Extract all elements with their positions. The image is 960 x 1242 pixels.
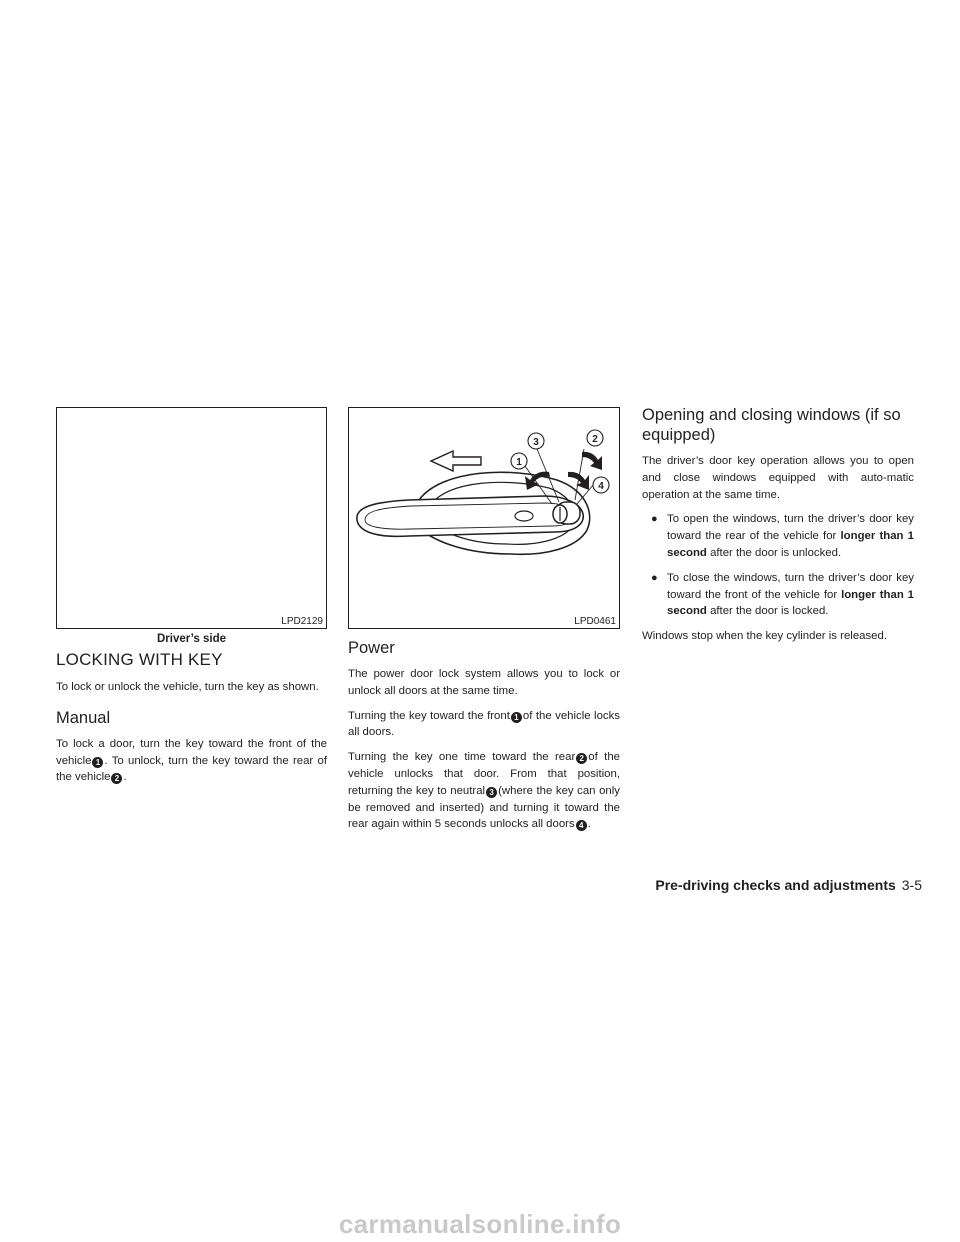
svg-text:3: 3 (533, 437, 539, 448)
callout-number: 3 (486, 787, 497, 798)
callout-4 (593, 477, 609, 493)
svg-text:4: 4 (598, 481, 604, 492)
callout-number: 1 (92, 757, 103, 768)
column-locking (56, 650, 327, 786)
paragraph: The power door lock system allows you to lock or unlock all doors at the same time. (348, 668, 620, 697)
watermark: carmanualsonline.info (338, 1209, 622, 1239)
callout-2 (587, 430, 603, 446)
paragraph: Turning the key toward the front 1 of the vehicle locks all doors. (348, 709, 620, 739)
bullet-icon: ● (651, 571, 658, 584)
subheading-windows: Opening and closing windows (if so equipped) (642, 406, 901, 444)
svg-text:1: 1 (516, 457, 522, 468)
paragraph: To lock a door, turn the key toward the front of the vehicle 1 . To unlock, turn the key toward the rear of the vehicle 2 . (56, 737, 327, 784)
callout-number: 2 (111, 773, 122, 784)
figure-caption: Driver’s side (156, 633, 227, 645)
handle-grip (357, 496, 583, 536)
paragraph: Windows stop when the key cylinder is released. (642, 630, 888, 643)
callout-number: 4 (576, 820, 587, 831)
paragraph: To lock or unlock the vehicle, turn the key as shown. (56, 681, 319, 693)
callout-number: 1 (511, 712, 522, 723)
subheading-manual: Manual (56, 708, 111, 727)
page-footer (655, 877, 922, 893)
footer-section-title: Pre-driving checks and adjustments (655, 877, 896, 893)
door-handle-illustration (349, 408, 619, 628)
paragraph: Turning the key one time toward the rear 2 of the vehicle unlocks that door. From that position, returning the key to neutral 3 (where the key can only be removed and inserted) and turning it toward the rear again within 5 seconds unlocks all doors 4 . (348, 751, 621, 831)
front-direction-arrow (431, 451, 481, 471)
svg-text:2: 2 (592, 434, 598, 445)
page-number: 3-5 (901, 877, 922, 893)
figure-door-handle (348, 407, 620, 629)
list-item: ● To close the windows, turn the driver’s door key toward the front of the vehicle for longer than 1 second after the door is locked. (651, 571, 915, 618)
list-item: ● To open the windows, turn the driver’s door key toward the rear of the vehicle for longer than 1 second after the door is unlocked. (651, 513, 915, 559)
section-heading: LOCKING WITH KEY (56, 650, 223, 669)
paragraph: The driver’s door key operation allows you to open and close windows equipped with auto-matic operation at the same time. (642, 455, 914, 501)
unlock-all-arrow (582, 452, 602, 470)
bullet-list (642, 511, 914, 620)
bullet-icon: ● (651, 513, 658, 526)
handle-slot (515, 511, 533, 521)
figure-drivers-side (56, 407, 327, 629)
column-power (348, 638, 620, 833)
callout-3 (528, 433, 544, 449)
column-windows (642, 405, 914, 645)
subheading-power: Power (348, 639, 395, 657)
figure-code: LPD0461 (574, 616, 616, 627)
callout-number: 2 (576, 753, 587, 764)
figure-code: LPD2129 (281, 616, 323, 627)
callout-1 (511, 453, 527, 469)
